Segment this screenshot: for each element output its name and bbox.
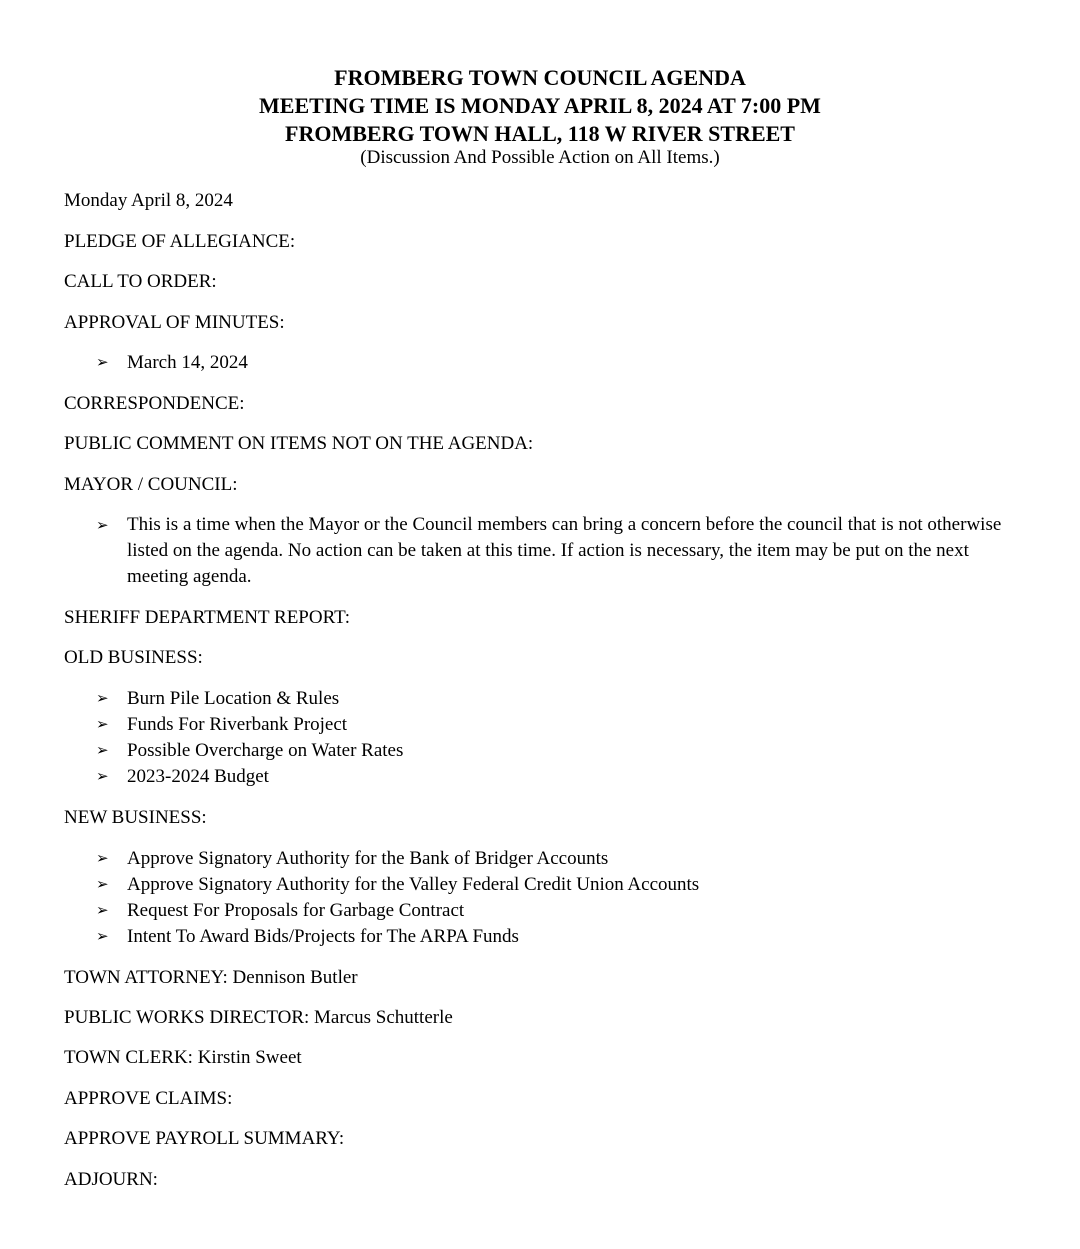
old-business-item: Funds For Riverbank Project: [127, 714, 348, 735]
list-item: [96, 737, 403, 764]
new-business-item: Approve Signatory Authority for the Valley Federal Credit Union Accounts: [127, 874, 700, 895]
new-business-item: Intent To Award Bids/Projects for The ARPA Funds: [127, 926, 519, 947]
old-business-item: Burn Pile Location & Rules: [127, 688, 340, 709]
section-call-to-order: CALL TO ORDER:: [64, 271, 217, 292]
list-item: [96, 685, 339, 712]
new-business-item: Approve Signatory Authority for the Bank of Bridger Accounts: [127, 848, 609, 869]
mayor-council-note-text: This is a time when the Mayor or the Council members can bring a concern before the council that is not otherwise listed on the agenda. No action can be taken at this time. If action is necessary, the item may be put on the next meeting agenda.: [127, 514, 1002, 587]
arrow-bullet-icon: ➢: [96, 741, 109, 759]
section-public-comment: PUBLIC COMMENT ON ITEMS NOT ON THE AGENDA:: [64, 433, 534, 454]
arrow-bullet-icon: ➢: [96, 516, 109, 534]
list-item: [96, 923, 519, 950]
arrow-bullet-icon: ➢: [96, 927, 109, 945]
old-business-item: 2023-2024 Budget: [127, 766, 269, 787]
section-approve-claims: APPROVE CLAIMS:: [64, 1088, 233, 1109]
section-old-business: OLD BUSINESS:: [64, 647, 203, 668]
agenda-title: FROMBERG TOWN COUNCIL AGENDA: [334, 65, 746, 90]
arrow-bullet-icon: ➢: [96, 715, 109, 733]
agenda-subtitle: (Discussion And Possible Action on All Items.): [360, 147, 720, 168]
section-pledge: PLEDGE OF ALLEGIANCE:: [64, 231, 296, 252]
section-correspondence: CORRESPONDENCE:: [64, 393, 245, 414]
section-sheriff-report: SHERIFF DEPARTMENT REPORT:: [64, 607, 351, 628]
arrow-bullet-icon: ➢: [96, 849, 109, 867]
meeting-time: MEETING TIME IS MONDAY APRIL 8, 2024 AT 7:00 PM: [259, 93, 821, 118]
list-item: [96, 711, 347, 738]
section-approve-payroll: APPROVE PAYROLL SUMMARY:: [64, 1128, 345, 1149]
section-town-attorney: TOWN ATTORNEY: Dennison Butler: [64, 967, 358, 988]
section-adjourn: ADJOURN:: [64, 1169, 158, 1190]
section-approval-of-minutes: APPROVAL OF MINUTES:: [64, 312, 285, 333]
section-public-works: PUBLIC WORKS DIRECTOR: Marcus Schutterle: [64, 1007, 453, 1028]
arrow-bullet-icon: ➢: [96, 875, 109, 893]
mayor-council-note: [96, 512, 1026, 590]
list-item: [96, 897, 464, 924]
meeting-location: FROMBERG TOWN HALL, 118 W RIVER STREET: [285, 121, 795, 146]
list-item: [96, 845, 608, 872]
list-item: [96, 871, 699, 898]
list-item: [96, 349, 248, 376]
agenda-header: [0, 64, 1080, 170]
arrow-bullet-icon: ➢: [96, 767, 109, 785]
list-item: [96, 763, 269, 790]
minutes-date: March 14, 2024: [127, 352, 248, 373]
section-mayor-council: MAYOR / COUNCIL:: [64, 474, 238, 495]
old-business-item: Possible Overcharge on Water Rates: [127, 740, 404, 761]
arrow-bullet-icon: ➢: [96, 901, 109, 919]
section-town-clerk: TOWN CLERK: Kirstin Sweet: [64, 1047, 302, 1068]
arrow-bullet-icon: ➢: [96, 353, 109, 371]
arrow-bullet-icon: ➢: [96, 689, 109, 707]
new-business-item: Request For Proposals for Garbage Contract: [127, 900, 465, 921]
meeting-date: Monday April 8, 2024: [64, 190, 233, 211]
section-new-business: NEW BUSINESS:: [64, 807, 207, 828]
